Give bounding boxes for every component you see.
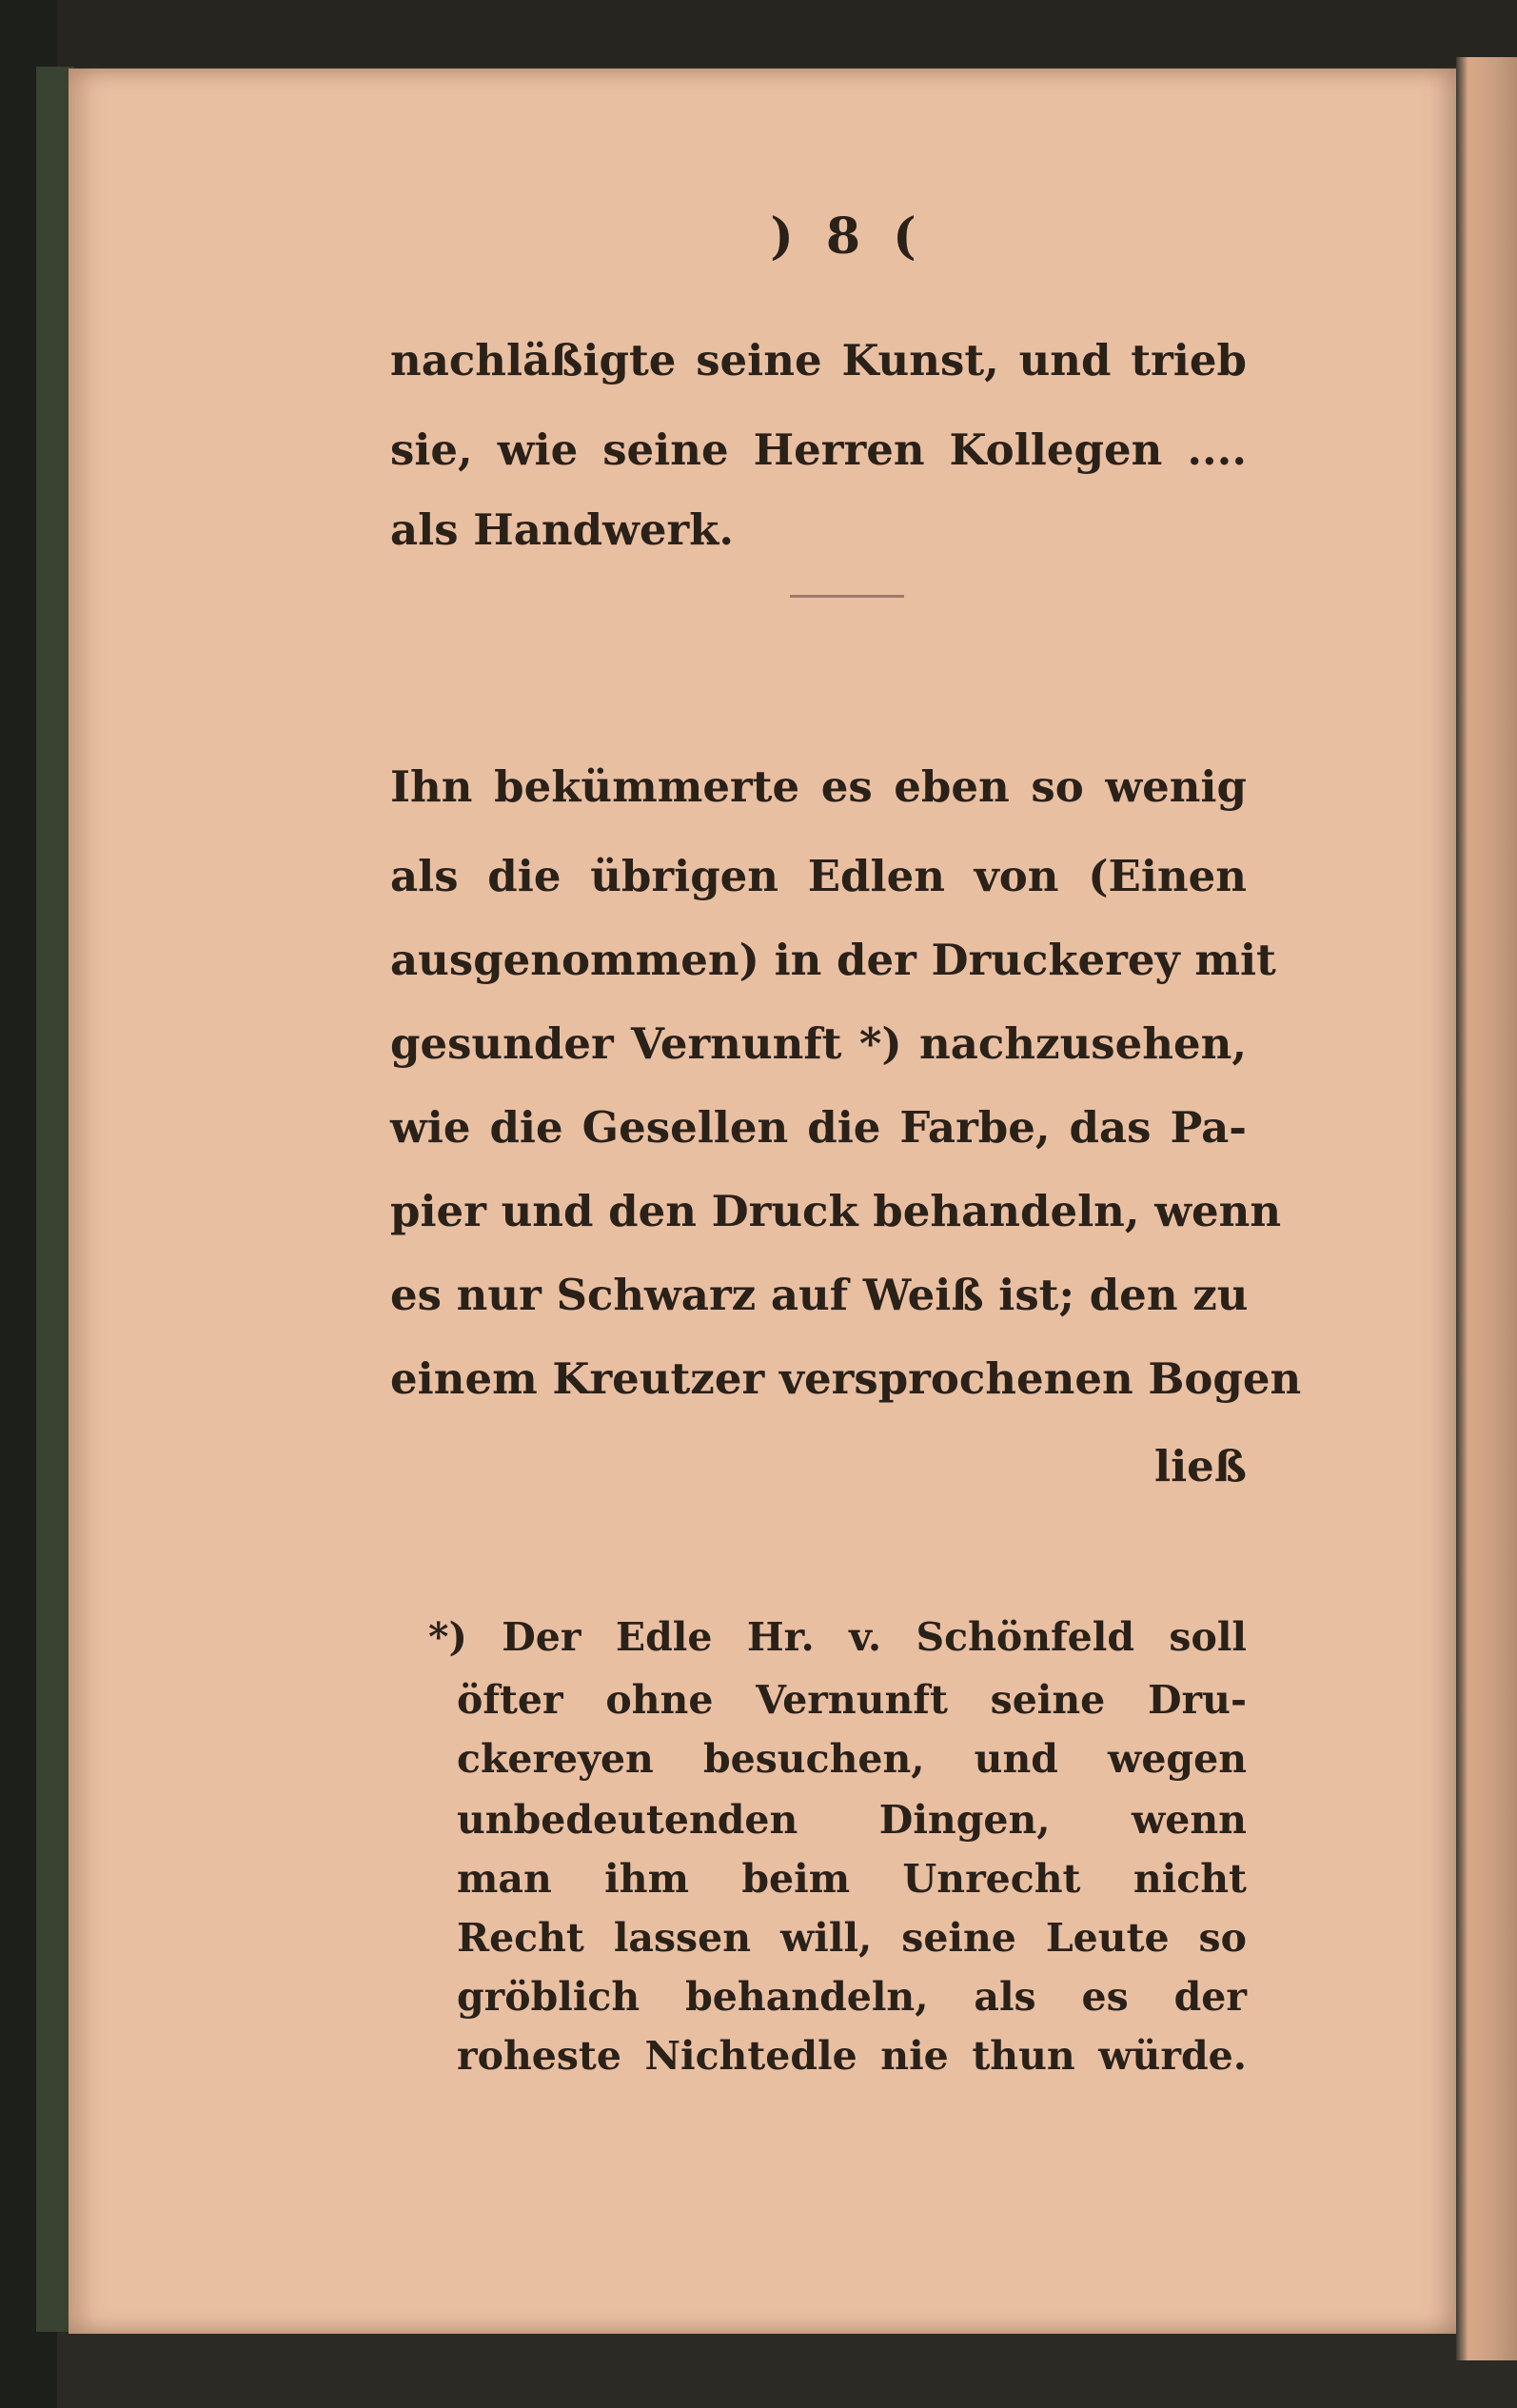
footnote-line: man ihm beim Unrecht nicht <box>457 1856 1247 1902</box>
page-number-header: ) 8 ( <box>770 207 924 266</box>
footnote-line: Recht lassen will, seine Leute so <box>457 1915 1247 1961</box>
body-line: sie, wie seine Herren Kollegen .... <box>390 424 1247 475</box>
footnote-line: unbedeutenden Dingen, wenn <box>457 1797 1247 1843</box>
paragraph-line: ausgenommen) in der Druckerey mit <box>390 935 1276 985</box>
body-line: als Handwerk. <box>390 504 735 555</box>
page-stack-edge <box>1456 57 1517 2360</box>
footnote-line: *) Der Edle Hr. v. Schönfeld soll <box>428 1614 1247 1660</box>
catchword: ließ <box>1153 1441 1247 1491</box>
footnote-line: gröblich behandeln, als es der <box>457 1974 1247 2020</box>
section-divider <box>790 595 904 598</box>
paragraph-line: Ihn bekümmerte es eben so wenig <box>390 761 1247 812</box>
body-line: nachläßigte seine Kunst, und trieb <box>390 335 1247 385</box>
footnote-line: roheste Nichtedle nie thun würde. <box>457 2033 1247 2079</box>
paragraph-line: es nur Schwarz auf Weiß ist; den zu <box>390 1270 1249 1320</box>
paragraph-line: wie die Gesellen die Farbe, das Pa- <box>390 1102 1247 1153</box>
paragraph-line: pier und den Druck behandeln, wenn <box>390 1186 1282 1236</box>
paragraph-line: einem Kreutzer versprochenen Bogen <box>390 1353 1302 1404</box>
paragraph-line: als die übrigen Edlen von (Einen <box>390 851 1247 901</box>
footnote-line: öfter ohne Vernunft seine Dru- <box>457 1677 1247 1723</box>
footnote-line: ckereyen besuchen, und wegen <box>457 1736 1247 1782</box>
scan-background-top <box>57 0 1517 67</box>
paragraph-line: gesunder Vernunft *) nachzusehen, <box>390 1018 1247 1069</box>
